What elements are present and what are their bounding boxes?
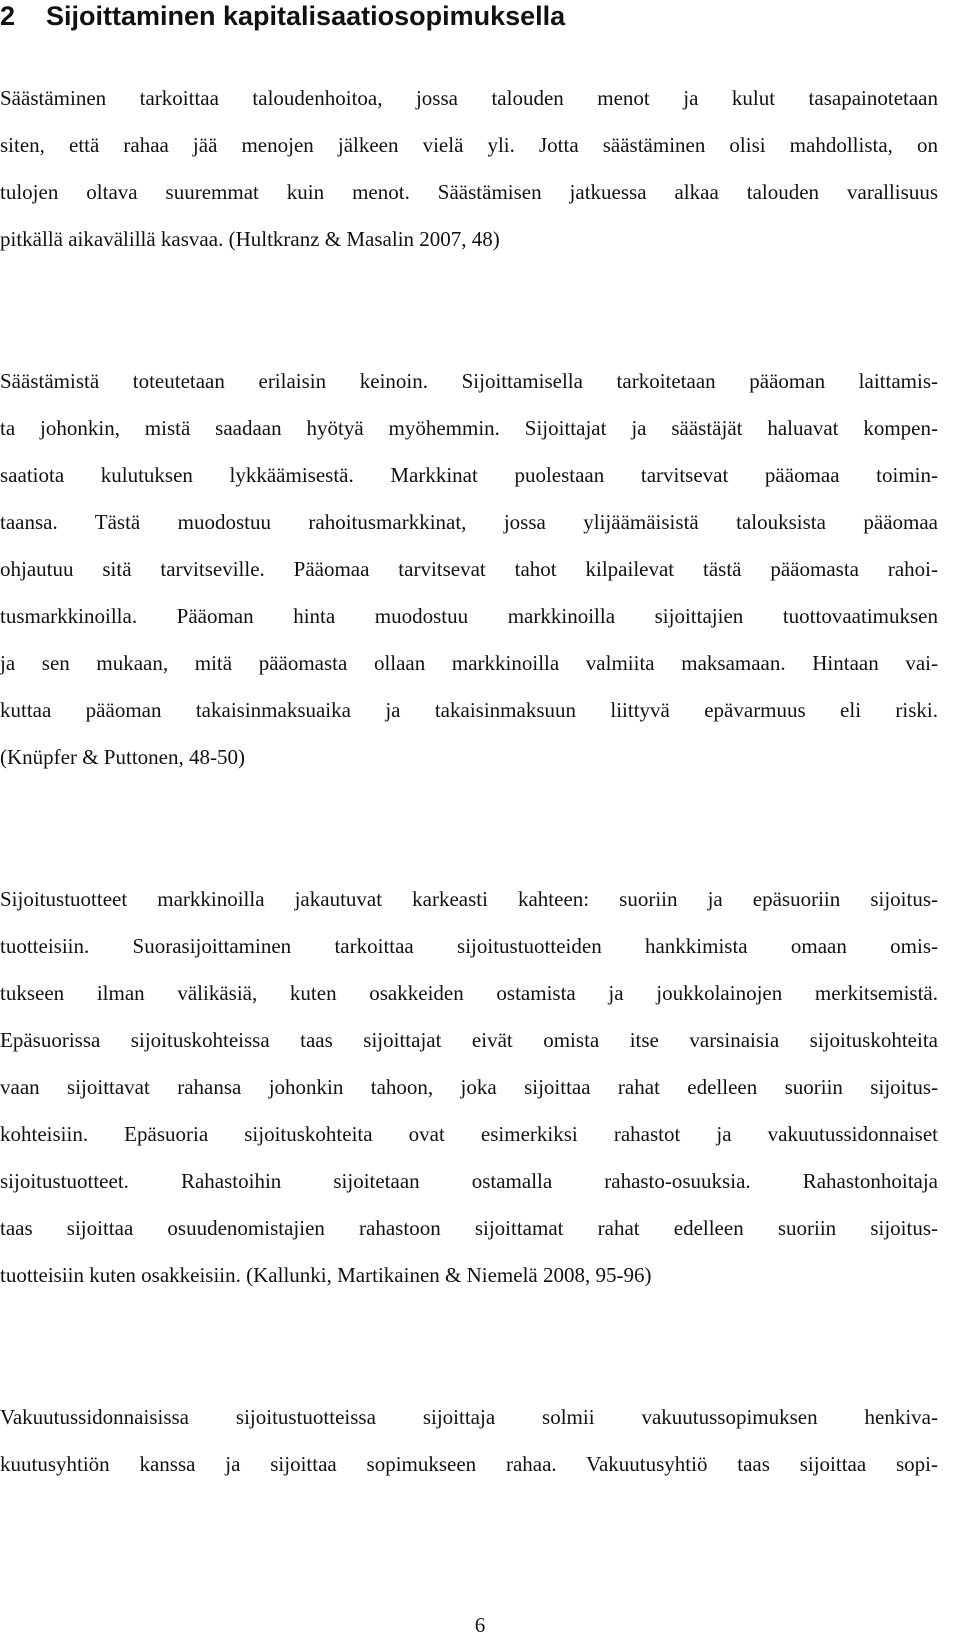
- text-line: ta johonkin, mistä saadaan hyötyä myöhemmin. Sijoittajat ja säästäjät haluavat kompen-: [0, 416, 938, 440]
- text-line: Epäsuorissa sijoituskohteissa taas sijoittajat eivät omista itse varsinaisia sijoituskohteita: [0, 1028, 938, 1052]
- text-line: sijoitustuotteet. Rahastoihin sijoitetaan ostamalla rahasto-osuuksia. Rahastonhoitaja: [0, 1169, 938, 1193]
- text-line: Vakuutussidonnaisissa sijoitustuotteissa sijoittaja solmii vakuutussopimuksen henkiva-: [0, 1405, 938, 1429]
- text-line: vaan sijoittavat rahansa johonkin tahoon, joka sijoittaa rahat edelleen suoriin sijoitus-: [0, 1075, 938, 1099]
- section-heading: [0, 0, 960, 32]
- text-line: tusmarkkinoilla. Pääoman hinta muodostuu markkinoilla sijoittajien tuottovaatimuksen: [0, 604, 938, 628]
- text-line: kuttaa pääoman takaisinmaksuaika ja takaisinmaksuun liittyvä epävarmuus eli riski.: [0, 698, 938, 722]
- text-line: tuotteisiin. Suorasijoittaminen tarkoittaa sijoitustuotteiden hankkimista omaan omis-: [0, 934, 938, 958]
- text-line: Sijoitustuotteet markkinoilla jakautuvat karkeasti kahteen: suoriin ja epäsuoriin sijoitus-: [0, 887, 938, 911]
- text-line: ja sen mukaan, mitä pääomasta ollaan markkinoilla valmiita maksamaan. Hintaan vai-: [0, 651, 938, 675]
- text-line: tulojen oltava suuremmat kuin menot. Säästämisen jatkuessa alkaa talouden varallisuus: [0, 180, 938, 204]
- text-line: taas sijoittaa osuudenomistajien rahastoon sijoittamat rahat edelleen suoriin sijoitus-: [0, 1216, 938, 1240]
- text-line: (Knüpfer & Puttonen, 48-50): [0, 745, 245, 769]
- section-title: Sijoittaminen kapitalisaatiosopimuksella: [46, 1, 566, 31]
- text-line: tuotteisiin kuten osakkeisiin. (Kallunki, Martikainen & Niemelä 2008, 95-96): [0, 1263, 652, 1287]
- section-number: 2: [0, 1, 16, 31]
- text-line: siten, että rahaa jää menojen jälkeen vielä yli. Jotta säästäminen olisi mahdollista, on: [0, 133, 938, 157]
- paragraph-unit-linked: [0, 1394, 938, 1488]
- text-line: pitkällä aikavälillä kasvaa. (Hultkranz & Masalin 2007, 48): [0, 227, 500, 251]
- text-line: Säästäminen tarkoittaa taloudenhoitoa, jossa talouden menot ja kulut tasapainotetaan: [0, 86, 938, 110]
- text-line: kohteisiin. Epäsuoria sijoituskohteita ovat esimerkiksi rahastot ja vakuutussidonnaiset: [0, 1122, 938, 1146]
- text-line: tukseen ilman välikäsiä, kuten osakkeiden ostamista ja joukkolainojen merkitsemistä.: [0, 981, 938, 1005]
- text-line: ohjautuu sitä tarvitseville. Pääomaa tarvitsevat tahot kilpailevat tästä pääomasta rahoi-: [0, 557, 938, 581]
- page-number: 6: [474, 1613, 486, 1637]
- text-line: kuutusyhtiön kanssa ja sijoittaa sopimukseen rahaa. Vakuutusyhtiö taas sijoittaa sopi-: [0, 1452, 938, 1476]
- paragraph-savings: [0, 75, 938, 263]
- paragraph-investing: [0, 358, 938, 781]
- paragraph-investment-products: [0, 876, 938, 1299]
- text-line: Säästämistä toteutetaan erilaisin keinoin. Sijoittamisella tarkoitetaan pääoman laittamis-: [0, 369, 938, 393]
- text-line: saatiota kulutuksen lykkäämisestä. Markkinat puolestaan tarvitsevat pääomaa toimin-: [0, 463, 938, 487]
- text-line: taansa. Tästä muodostuu rahoitusmarkkinat, jossa ylijäämäisistä talouksista pääomaa: [0, 510, 938, 534]
